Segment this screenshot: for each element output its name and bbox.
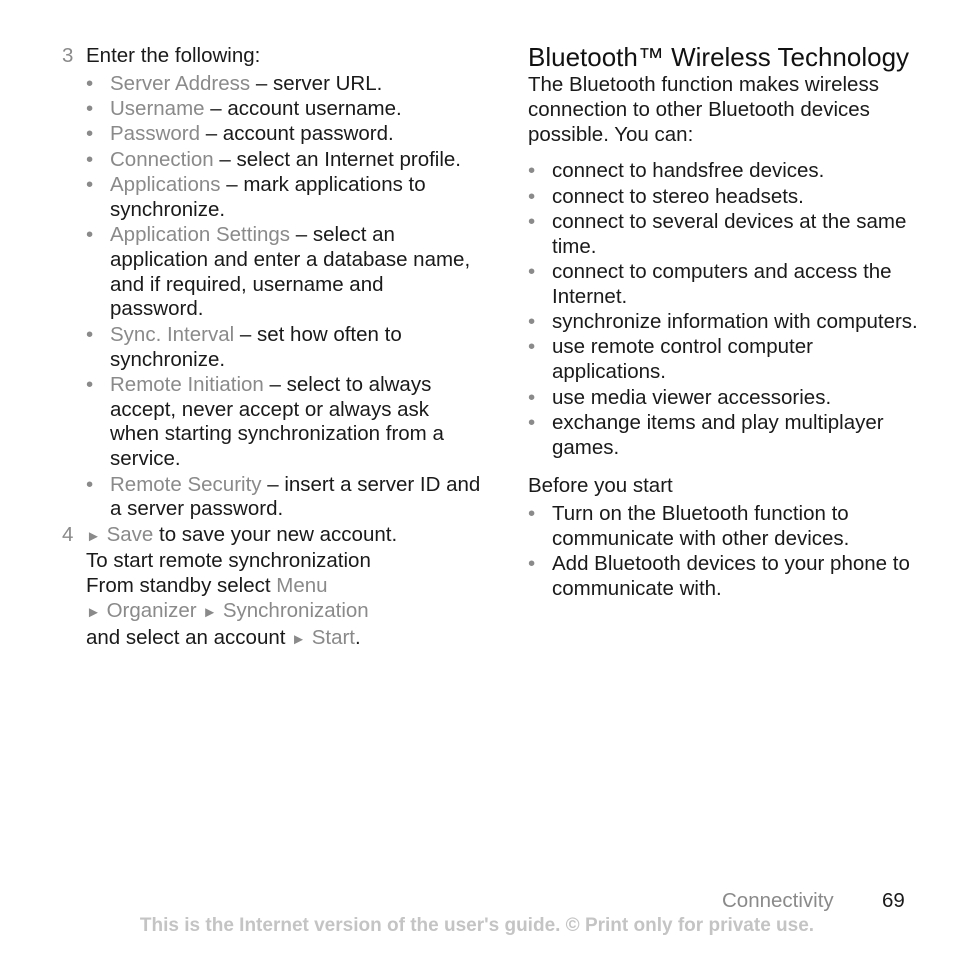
instruction-line: [86, 626, 482, 653]
list-item: [528, 411, 918, 461]
list-item: [62, 373, 482, 472]
bullet-icon: •: [528, 502, 536, 526]
list-item-text: synchronize information with computers.: [552, 310, 918, 334]
list-item: [528, 552, 918, 602]
step-text: Enter the following:: [86, 44, 261, 67]
bullet-icon: •: [86, 372, 94, 396]
setting-description: – server URL.: [250, 71, 383, 95]
bullet-icon: •: [528, 184, 536, 208]
setting-term: Password: [110, 122, 201, 146]
bullet-icon: •: [528, 552, 536, 576]
bullet-icon: •: [528, 410, 536, 434]
setting-term: Remote Security: [110, 472, 262, 496]
setting-description: – insert a server ID and a server password.: [110, 472, 481, 521]
bullet-icon: •: [86, 71, 94, 95]
instruction-text: and select an account: [86, 625, 292, 649]
bullet-icon: •: [86, 147, 94, 171]
bullet-icon: •: [528, 209, 536, 233]
setting-description: – select an Internet profile.: [213, 147, 461, 171]
page-title: Bluetooth™ Wireless Technology: [528, 42, 910, 72]
settings-list: [62, 72, 482, 522]
bullet-icon: •: [528, 260, 536, 284]
list-item: [528, 210, 918, 260]
before-list: [528, 502, 918, 602]
menu-term: Menu: [276, 574, 328, 598]
arrow-icon: ►: [291, 630, 306, 648]
bullet-icon: •: [86, 223, 94, 247]
instruction-line: [86, 599, 482, 626]
punctuation: .: [355, 625, 361, 649]
left-column: [62, 44, 482, 653]
list-item-text: Add Bluetooth devices to your phone to communicate with.: [552, 552, 910, 601]
setting-term: Sync. Interval: [110, 322, 235, 346]
list-item: [62, 97, 482, 122]
arrow-icon: ►: [202, 604, 218, 622]
step-number: 3: [62, 44, 74, 67]
footer-note: This is the Internet version of the user's guide. © Print only for private use.: [139, 915, 815, 936]
list-item: [62, 148, 482, 173]
bullet-icon: •: [86, 472, 94, 496]
list-item-text: connect to computers and access the Internet.: [552, 260, 892, 308]
list-item-text: connect to stereo headsets.: [552, 184, 804, 208]
list-item: [528, 502, 918, 552]
bullet-icon: •: [86, 172, 94, 196]
footer-section-name: Connectivity: [722, 889, 834, 912]
remote-sync-instructions: [62, 549, 482, 652]
right-column: [528, 44, 918, 602]
bullet-icon: •: [86, 322, 94, 346]
setting-description: – select an application and enter a database name, and if required, username and password.: [110, 223, 471, 321]
setting-term: Remote Initiation: [110, 372, 264, 396]
bullet-icon: •: [86, 97, 94, 121]
synchronization-term: Synchronization: [222, 599, 369, 623]
page-number: 69: [882, 889, 905, 912]
organizer-term: Organizer: [106, 599, 197, 623]
list-item: [62, 72, 482, 97]
list-item: [528, 159, 918, 184]
setting-description: – account username.: [204, 97, 402, 121]
list-item: [528, 260, 918, 310]
list-item-text: exchange items and play multiplayer games.: [552, 410, 884, 459]
setting-term: Server Address: [110, 71, 251, 95]
list-item: [62, 473, 482, 523]
list-item: [528, 185, 918, 210]
section-heading: To start remote synchronization: [86, 549, 371, 573]
setting-term: Connection: [110, 147, 214, 171]
setting-term: Username: [110, 97, 205, 121]
setting-term: Applications: [110, 172, 221, 196]
setting-description: – select to always accept, never accept or always ask when starting synchronization from a service.: [110, 372, 444, 471]
list-item-text: connect to several devices at the same time.: [552, 209, 907, 258]
bullet-icon: •: [528, 310, 536, 334]
instruction-line: [86, 574, 482, 599]
list-item: [62, 173, 482, 223]
bullet-icon: •: [528, 335, 536, 359]
capability-list: [528, 159, 918, 460]
list-item-text: Turn on the Bluetooth function to communicate with other devices.: [552, 502, 850, 551]
setting-description: – set how often to synchronize.: [110, 322, 402, 371]
intro-paragraph: The Bluetooth function makes wireless connection to other Bluetooth devices possible. You can:: [528, 73, 879, 146]
setting-term: Application Settings: [110, 223, 291, 247]
list-item: [528, 335, 918, 385]
bullet-icon: •: [528, 385, 536, 409]
bullet-icon: •: [528, 159, 536, 183]
step-text: to save your new account.: [153, 522, 398, 546]
list-item-text: use media viewer accessories.: [552, 385, 832, 409]
instruction-text: From standby select: [86, 574, 277, 598]
list-item: [62, 323, 482, 373]
bullet-icon: •: [86, 122, 94, 146]
arrow-icon: ►: [86, 527, 101, 545]
setting-description: – mark applications to synchronize.: [110, 172, 426, 221]
section-heading: Before you start: [528, 474, 673, 498]
list-item: [62, 223, 482, 322]
step-3: [62, 44, 482, 69]
list-item: [528, 386, 918, 411]
setting-description: – account password.: [200, 122, 394, 146]
list-item-text: connect to handsfree devices.: [552, 159, 825, 183]
start-term: Start: [311, 625, 355, 649]
save-term: Save: [106, 522, 154, 546]
list-item: [62, 122, 482, 147]
list-item: [528, 310, 918, 335]
list-item-text: use remote control computer applications.: [552, 335, 813, 384]
step-number: 4: [62, 522, 74, 546]
step-4: [62, 523, 482, 550]
arrow-icon: ►: [86, 604, 101, 622]
